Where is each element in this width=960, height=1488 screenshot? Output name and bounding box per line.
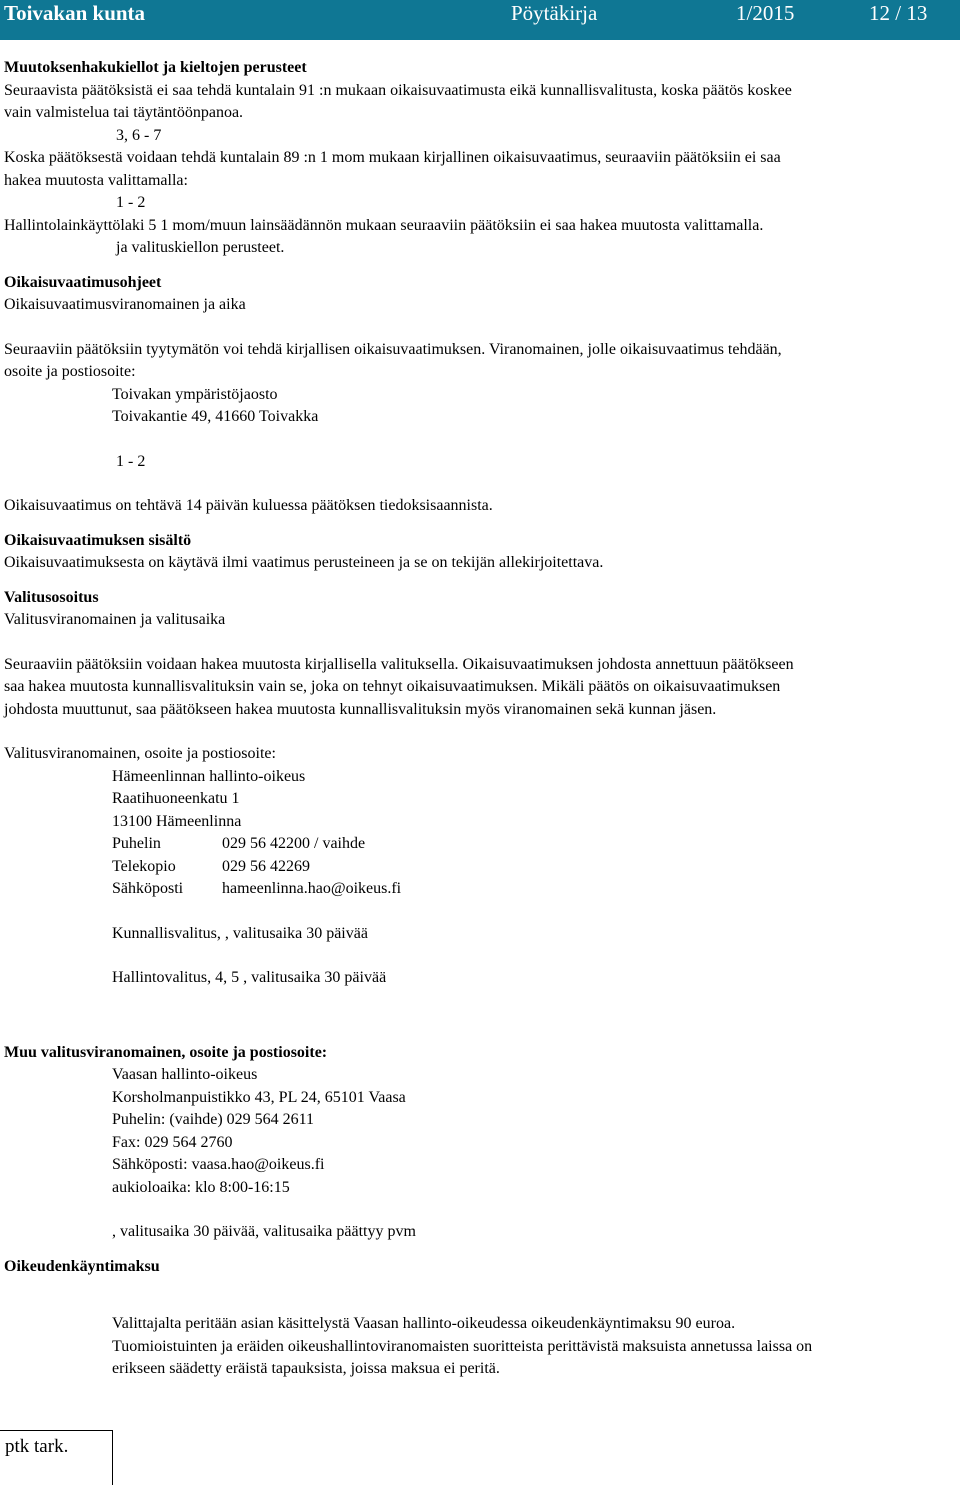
appeal-subheading: Valitusviranomainen ja valitusaika: [4, 611, 226, 628]
court-email-label: Sähköposti: [112, 880, 184, 897]
ban-text-3: Koska päätöksestä voidaan tehdä kuntalain 89 :n 1 mom mukaan kirjallinen oikaisuvaatimus, seuraaviin päätöksiin ei saa: [4, 149, 781, 166]
page-number: 12 / 13: [869, 1, 928, 25]
objection-deadline: Oikaisuvaatimus on tehtävä 14 päivän kuluessa päätöksen tiedoksisaannista.: [4, 497, 493, 514]
court-city: 13100 Hämeenlinna: [112, 812, 242, 830]
objection-text-1: Seuraaviin päätöksiin tyytymätön voi tehdä kirjallisen oikaisuvaatimuksen. Viranomainen, jolle oikaisuvaatimus tehdään,: [4, 340, 782, 358]
document-type: Pöytäkirja: [511, 1, 598, 25]
vaasa-street: Korsholmanpuistikko 43, PL 24, 65101 Vaasa: [112, 1088, 406, 1106]
fee-heading: Oikeudenkäyntimaksu: [4, 1257, 160, 1275]
ban-text-4: hakea muutosta valittamalla:: [4, 171, 188, 189]
appeal-heading: Valitusosoitus: [4, 588, 99, 606]
appeal-text-1: Seuraaviin päätöksiin voidaan hakea muutosta kirjallisella valituksella. Oikaisuvaatimuksen johdosta annettuun päätökseen: [4, 655, 794, 673]
document-body: [4, 57, 956, 1381]
content-heading: Oikaisuvaatimuksen sisältö: [4, 531, 192, 549]
appeal-text-3: johdosta muuttunut, saa päätökseen hakea muutosta kunnallisvalituksin myös viranomainen sekä kunnan jäsen.: [4, 700, 717, 718]
court-email-row: [4, 878, 956, 901]
objection-address: Toivakantie 49, 41660 Toivakka: [112, 408, 319, 425]
objection-sections: 1 - 2: [116, 452, 146, 470]
municipal-appeal: Kunnallisvalitus, , valitusaika 30 päivää: [112, 924, 368, 942]
other-authority-heading: Muu valitusviranomainen, osoite ja postiosoite:: [4, 1043, 328, 1061]
vaasa-hours: aukioloaika: klo 8:00-16:15: [112, 1178, 290, 1196]
vaasa-phone: Puhelin: (vaihde) 029 564 2611: [112, 1111, 315, 1128]
fee-text-3: erikseen säädetty eräistä tapauksista, joissa maksua ei peritä.: [112, 1360, 500, 1377]
minutes-check-label: ptk tark.: [5, 1436, 69, 1457]
vaasa-fax: Fax: 029 564 2760: [112, 1133, 233, 1151]
objection-authority: Toivakan ympäristöjaosto: [112, 385, 278, 403]
court-name: Hämeenlinnan hallinto-oikeus: [112, 767, 306, 785]
court-fax-row: [4, 856, 956, 879]
minutes-check-box: [0, 1430, 113, 1485]
page-header: [0, 0, 960, 40]
vaasa-email: Sähköposti: vaasa.hao@oikeus.fi: [112, 1156, 325, 1173]
ban-heading: Muutoksenhakukiellot ja kieltojen perusteet: [4, 59, 307, 76]
ban-text-1: Seuraavista päätöksistä ei saa tehdä kuntalain 91 :n mukaan oikaisuvaatimusta eikä kunnallisvalitusta, koska päätös koskee: [4, 81, 792, 99]
court-street: Raatihuoneenkatu 1: [112, 790, 240, 807]
ban-sections-2: 1 - 2: [116, 194, 146, 211]
ban-text-2: vain valmistelua tai täytäntöönpanoa.: [4, 104, 244, 121]
objection-heading: Oikaisuvaatimusohjeet: [4, 273, 162, 291]
court-fax-label: Telekopio: [112, 857, 176, 875]
fee-text-2: Tuomioistuinten ja eräiden oikeushallintoviranomaisten suoritteista perittävistä maksuista annetussa laissa on: [112, 1337, 813, 1355]
document-number: 1/2015: [736, 1, 795, 25]
objection-text-2: osoite ja postiosoite:: [4, 363, 136, 380]
organization-name: Toivakan kunta: [4, 1, 146, 25]
vaasa-deadline: , valitusaika 30 päivää, valitusaika päättyy pvm: [112, 1223, 416, 1240]
fee-text-1: Valittajalta peritään asian käsittelystä Vaasan hallinto-oikeudessa oikeudenkäyntimaksu 90 euroa.: [112, 1315, 736, 1332]
appeal-authority-label: Valitusviranomainen, osoite ja postiosoite:: [4, 745, 276, 762]
ban-text-5: Hallintolainkäyttölaki 5 1 mom/muun lainsäädännön mukaan seuraaviin päätöksiin ei saa hakea muutosta valittamalla.: [4, 216, 764, 234]
vaasa-name: Vaasan hallinto-oikeus: [112, 1066, 258, 1083]
court-email: hameenlinna.hao@oikeus.fi: [222, 880, 402, 897]
court-phone-row: [4, 833, 956, 856]
content-text: Oikaisuvaatimuksesta on käytävä ilmi vaatimus perusteineen ja se on tekijän allekirjoitettava.: [4, 554, 604, 571]
admin-appeal: Hallintovalitus, 4, 5 , valitusaika 30 päivää: [112, 969, 387, 986]
appeal-text-2: saa hakea muutosta kunnallisvalituksin vain se, joka on tehnyt oikaisuvaatimuksen. Mikäli päätös on oikaisuvaatimuksen: [4, 678, 781, 695]
ban-text-6: ja valituskiellon perusteet.: [116, 239, 285, 256]
objection-subheading: Oikaisuvaatimusviranomainen ja aika: [4, 296, 246, 313]
court-fax: 029 56 42269: [222, 857, 310, 875]
court-phone-label: Puhelin: [112, 835, 161, 852]
court-phone: 029 56 42200 / vaihde: [222, 835, 366, 852]
ban-sections: 3, 6 - 7: [116, 126, 162, 144]
